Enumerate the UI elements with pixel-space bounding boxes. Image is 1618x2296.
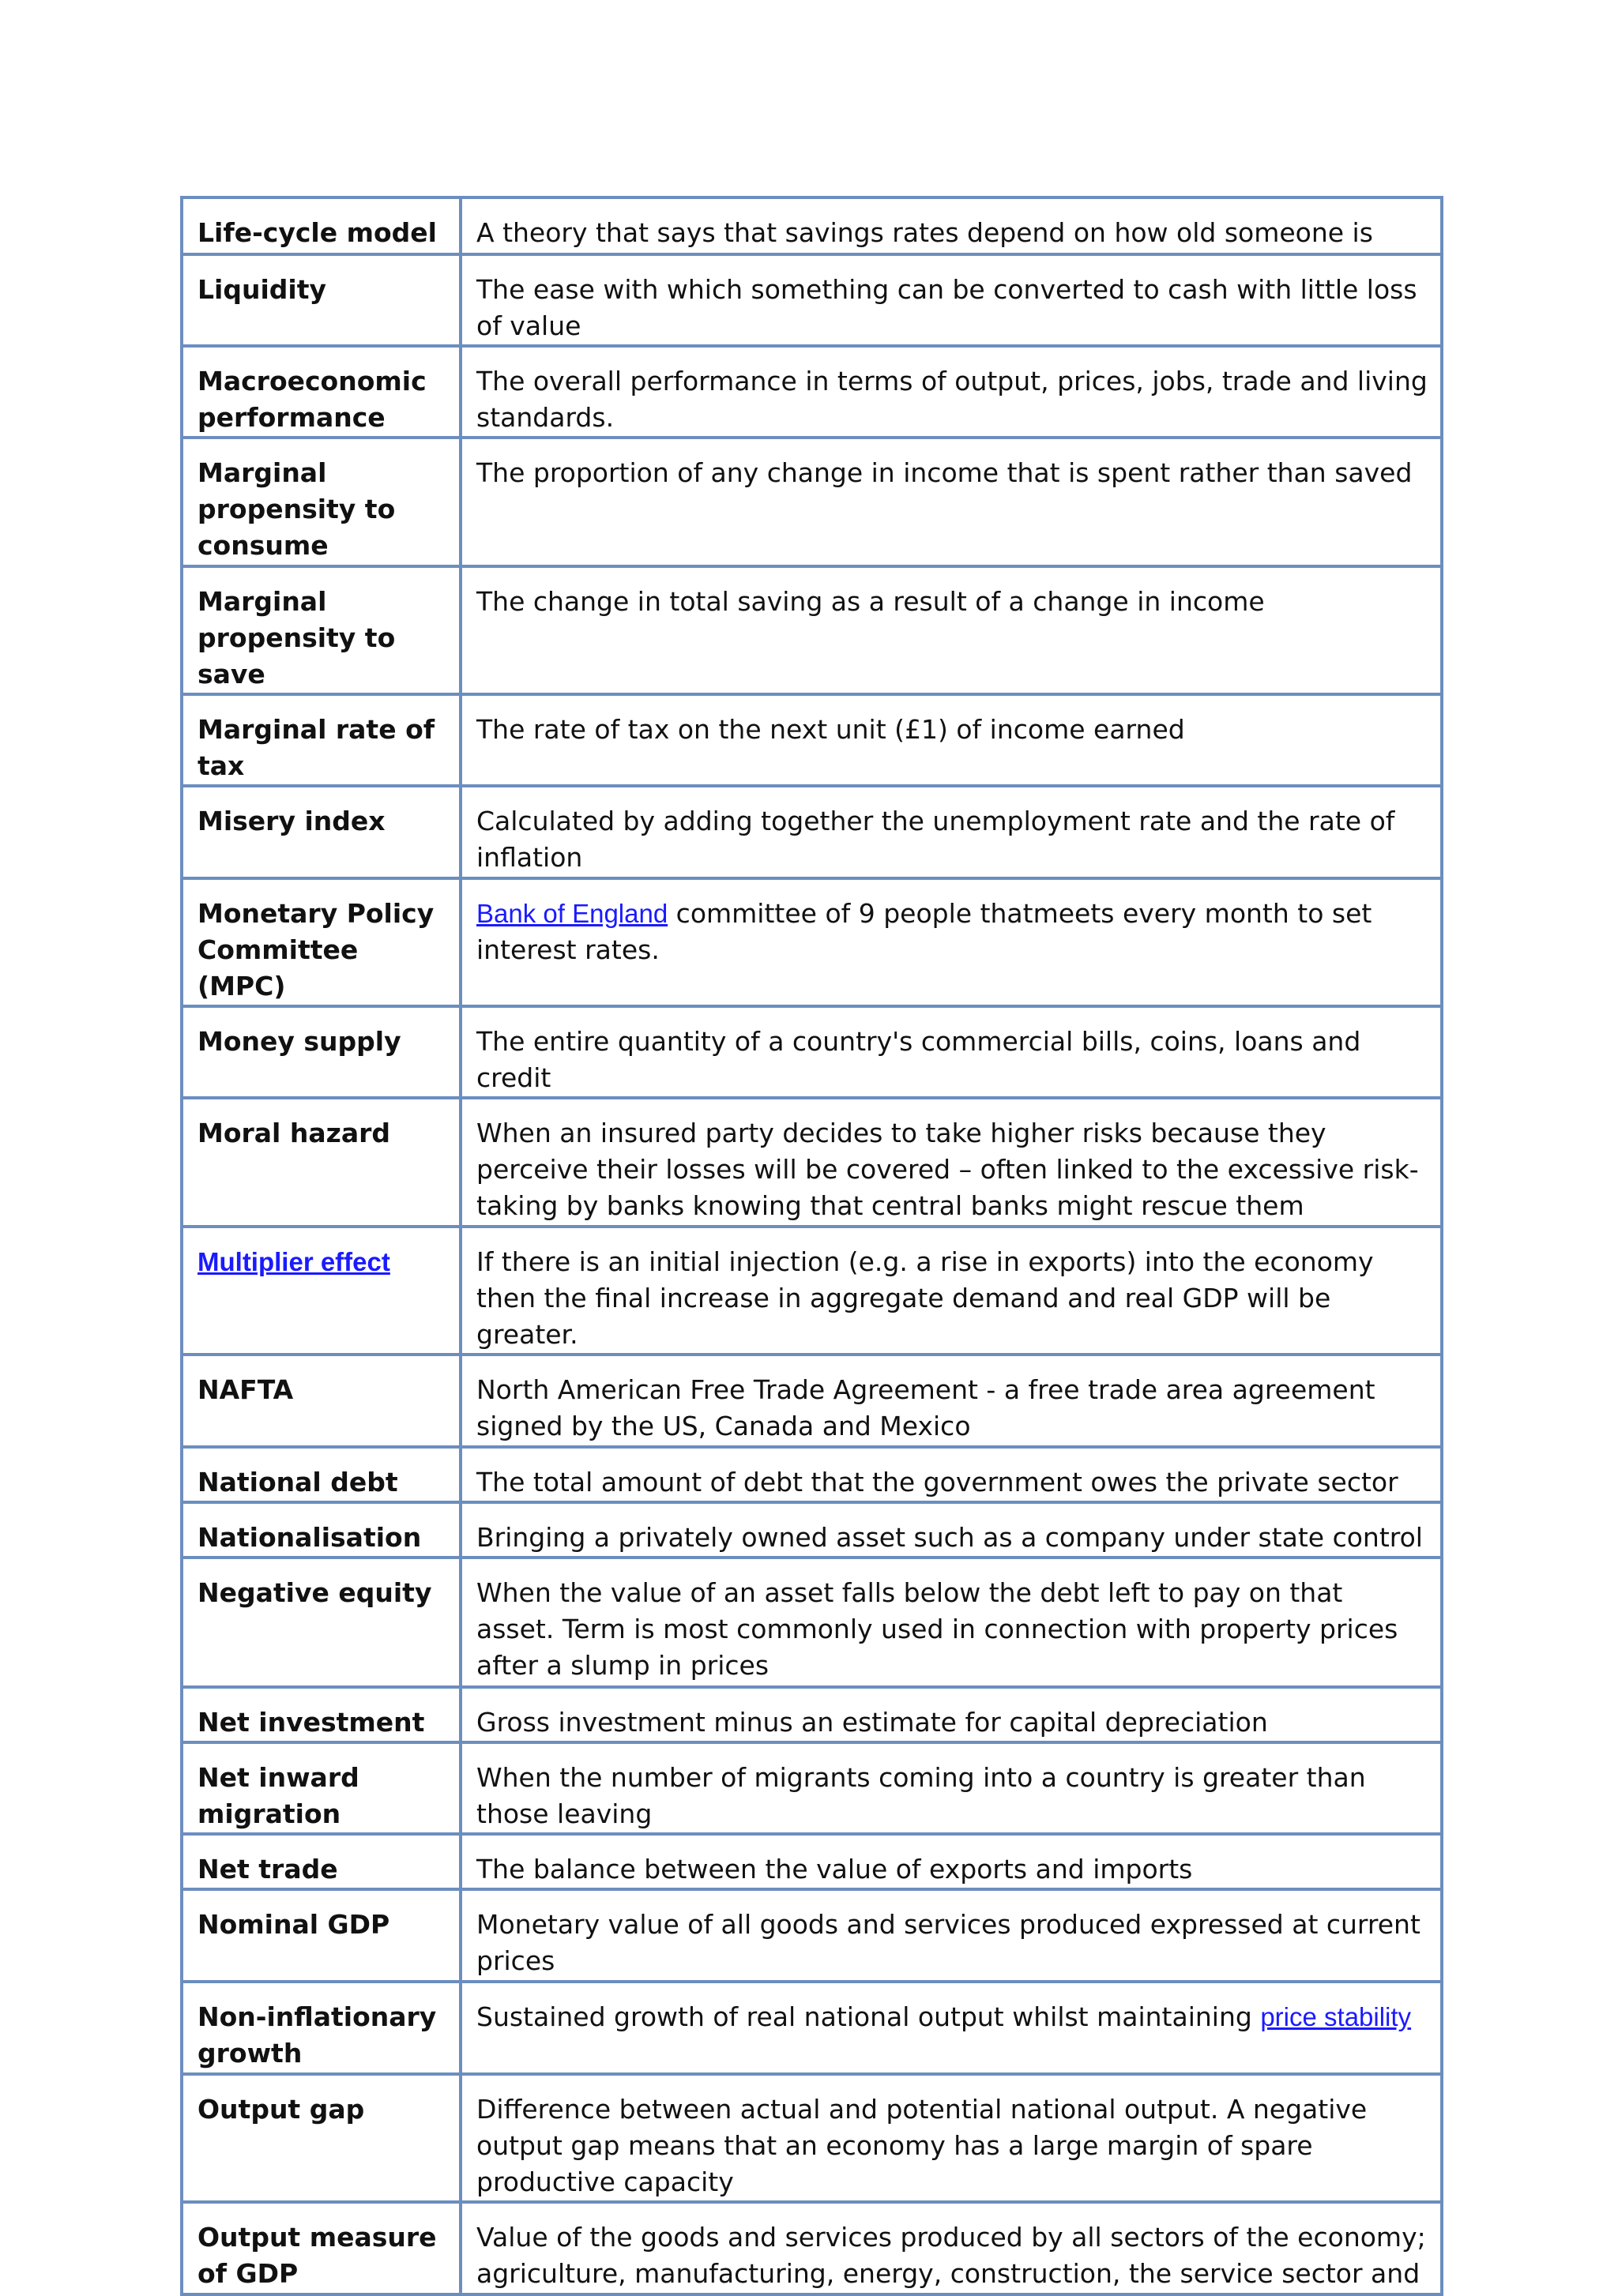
definition-cell: The change in total saving as a result of a change in income: [461, 566, 1442, 694]
table-row: [182, 1687, 1442, 1742]
term-cell: Marginal rate of tax: [182, 694, 461, 786]
table-row: [182, 1982, 1442, 2074]
table-row: [182, 254, 1442, 346]
table-row: [182, 1098, 1442, 1227]
table-row: [182, 438, 1442, 566]
definition-cell: Gross investment minus an estimate for capital depreciation: [461, 1687, 1442, 1742]
definition-cell: Value of the goods and services produced by all sectors of the economy; agriculture, manufacturing, energy, construction, the service sector and: [461, 2202, 1442, 2294]
definition-cell: [461, 878, 1442, 1006]
term-cell: Misery index: [182, 786, 461, 878]
table-row: [182, 2202, 1442, 2294]
definition-text: Sustained growth of real national output whilst maintaining: [476, 2001, 1261, 2032]
term-cell: Marginal propensity to save: [182, 566, 461, 694]
price-stability-link[interactable]: price stability: [1260, 2002, 1412, 2031]
definition-cell: The total amount of debt that the government owes the private sector: [461, 1447, 1442, 1502]
table-row: [182, 1447, 1442, 1502]
definition-cell: Bringing a privately owned asset such as a company under state control: [461, 1502, 1442, 1558]
term-cell: National debt: [182, 1447, 461, 1502]
table-row: [182, 878, 1442, 1006]
term-cell: Net inward migration: [182, 1742, 461, 1834]
table-row: [182, 1502, 1442, 1558]
term-cell: Non-inflationary growth: [182, 1982, 461, 2074]
definition-cell: If there is an initial injection (e.g. a rise in exports) into the economy then the final increase in aggregate demand and real GDP will be greater.: [461, 1227, 1442, 1355]
definition-cell: Difference between actual and potential national output. A negative output gap means that an economy has a large margin of spare productive capacity: [461, 2074, 1442, 2202]
term-cell: Life-cycle model: [182, 197, 461, 254]
definition-cell: Calculated by adding together the unemployment rate and the rate of inflation: [461, 786, 1442, 878]
definition-cell: The rate of tax on the next unit (£1) of income earned: [461, 694, 1442, 786]
definition-cell: When an insured party decides to take higher risks because they perceive their losses will be covered – often linked to the excessive risk-taking by banks knowing that central banks might rescue them: [461, 1098, 1442, 1227]
definition-cell: The balance between the value of exports and imports: [461, 1834, 1442, 1889]
definition-cell: When the number of migrants coming into a country is greater than those leaving: [461, 1742, 1442, 1834]
table-row: [182, 1227, 1442, 1355]
term-cell: NAFTA: [182, 1355, 461, 1447]
term-cell: [182, 1227, 461, 1355]
table-row: [182, 346, 1442, 438]
term-cell: Liquidity: [182, 254, 461, 346]
definition-cell: The ease with which something can be converted to cash with little loss of value: [461, 254, 1442, 346]
term-cell: Negative equity: [182, 1558, 461, 1687]
glossary-table: [180, 196, 1443, 2296]
table-row: [182, 566, 1442, 694]
table-row: [182, 2074, 1442, 2202]
table-row: [182, 1834, 1442, 1889]
term-cell: Net trade: [182, 1834, 461, 1889]
term-cell: Net investment: [182, 1687, 461, 1742]
term-cell: Output gap: [182, 2074, 461, 2202]
definition-cell: [461, 1982, 1442, 2074]
definition-cell: A theory that says that savings rates depend on how old someone is: [461, 197, 1442, 254]
term-cell: Nationalisation: [182, 1502, 461, 1558]
definition-cell: Monetary value of all goods and services produced expressed at current prices: [461, 1889, 1442, 1982]
table-row: [182, 1355, 1442, 1447]
term-cell: Marginal propensity to consume: [182, 438, 461, 566]
term-cell: Money supply: [182, 1006, 461, 1098]
term-cell: Nominal GDP: [182, 1889, 461, 1982]
definition-cell: The proportion of any change in income that is spent rather than saved: [461, 438, 1442, 566]
term-cell: Monetary Policy Committee (MPC): [182, 878, 461, 1006]
definition-cell: When the value of an asset falls below the debt left to pay on that asset. Term is most commonly used in connection with property prices after a slump in prices: [461, 1558, 1442, 1687]
table-row: [182, 1889, 1442, 1982]
table-row: [182, 1558, 1442, 1687]
table-row: [182, 1006, 1442, 1098]
definition-cell: North American Free Trade Agreement - a free trade area agreement signed by the US, Canada and Mexico: [461, 1355, 1442, 1447]
definition-text: committee of 9 people thatmeets every month to set interest rates.: [476, 898, 1372, 965]
term-cell: Output measure of GDP: [182, 2202, 461, 2294]
term-cell: Macroeconomic performance: [182, 346, 461, 438]
definition-cell: The entire quantity of a country's commercial bills, coins, loans and credit: [461, 1006, 1442, 1098]
definition-cell: The overall performance in terms of output, prices, jobs, trade and living standards.: [461, 346, 1442, 438]
bank-of-england-link[interactable]: Bank of England: [476, 899, 668, 928]
table-row: [182, 1742, 1442, 1834]
table-row: [182, 694, 1442, 786]
multiplier-effect-link[interactable]: Multiplier effect: [198, 1247, 390, 1276]
table-row: [182, 786, 1442, 878]
table-row: [182, 197, 1442, 254]
term-cell: Moral hazard: [182, 1098, 461, 1227]
